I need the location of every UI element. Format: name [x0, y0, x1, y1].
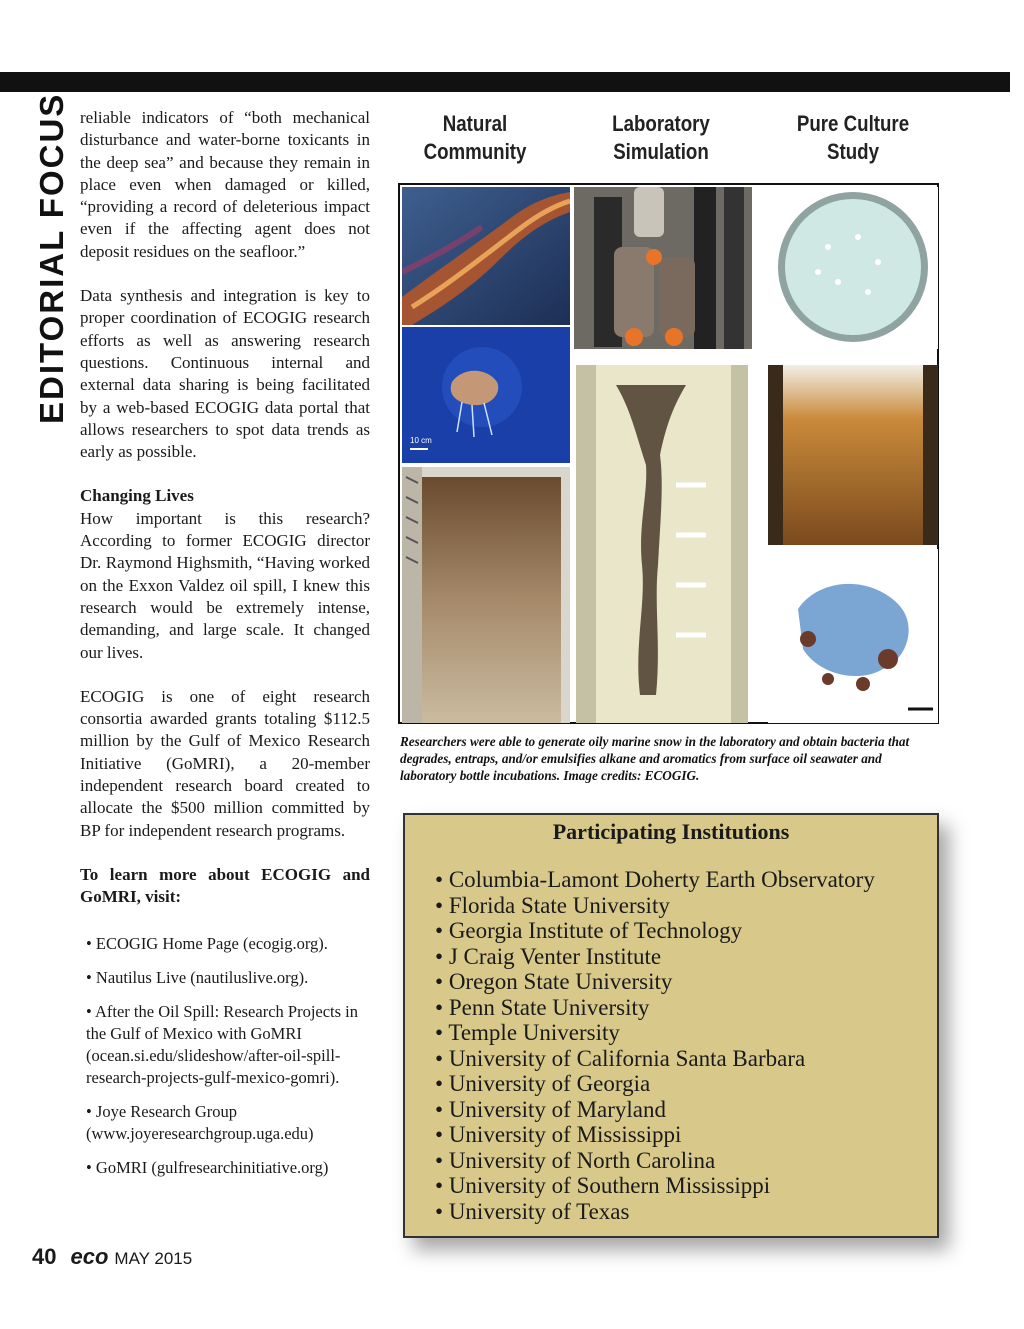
- link-smithsonian[interactable]: • After the Oil Spill: Research Projects in the Gulf of Mexico with GoMRI (ocean.si.edu/slideshow/after-oil-spill-research-projects-gulf-mexico-gomri).: [86, 1001, 359, 1087]
- list-item: • J Craig Venter Institute: [435, 944, 875, 970]
- microscopy-photo: [768, 549, 938, 723]
- list-item: • University of Southern Mississippi: [435, 1173, 875, 1199]
- oil-slick-photo: [402, 187, 570, 325]
- institutions-box: [403, 813, 939, 1238]
- list-item: • University of North Carolina: [435, 1148, 875, 1174]
- list-item: • Georgia Institute of Technology: [435, 918, 875, 944]
- paragraph: reliable indicators of “both mechanical disturbance and water-borne toxicants in the deep sea” and because they remain in place even when damaged or killed, “providing a record of deleterious impact even if the affecting agent does not deposit residues on the seafloor.”: [80, 108, 370, 261]
- issue-date: MAY 2015: [114, 1249, 193, 1268]
- page-footer: [32, 1244, 192, 1270]
- column-heading-pure: Pure Culture Study: [796, 111, 910, 164]
- link-joye[interactable]: • Joye Research Group (www.joyeresearchgroup.uga.edu): [86, 1101, 314, 1143]
- photo-collage: [398, 183, 939, 724]
- column-heading-laboratory: Laboratory Simulation: [612, 111, 710, 164]
- section-heading: Changing Lives: [80, 486, 194, 506]
- culture-tube-photo: [768, 365, 938, 545]
- paragraph: ECOGIG is one of eight research consortia awarded grants totaling $112.5 million by the Gulf of Mexico Research Initiative (GoMRI), a 20-member independent research board created to allocate the $500 million committed by BP for independent research programs.: [80, 686, 370, 840]
- learn-more-heading: To learn more about ECOGIG and GoMRI, visit:: [80, 864, 370, 907]
- list-item: • Temple University: [435, 1020, 875, 1046]
- magazine-logo: eco: [70, 1244, 109, 1269]
- list-item: • University of Mississippi: [435, 1122, 875, 1148]
- column-heading-natural: Natural Community: [423, 111, 527, 164]
- bottles-photo: [574, 187, 752, 349]
- list-item: • Penn State University: [435, 995, 875, 1021]
- paragraph: Data synthesis and integration is key to proper coordination of ECOGIG research efforts as well as answering research questions. Continuous internal and external data sharing is being facilitated by a web-based ECOGIG data portal that allows researchers to spot data trends as early as possible.: [80, 286, 370, 462]
- list-item: • University of California Santa Barbara: [435, 1046, 875, 1072]
- sediment-core-photo: [402, 467, 570, 723]
- list-item: • University of Texas: [435, 1199, 875, 1225]
- link-ecogig[interactable]: • ECOGIG Home Page (ecogig.org).: [86, 933, 328, 953]
- link-gomri[interactable]: • GoMRI (gulfresearchinitiative.org): [86, 1157, 329, 1177]
- header-bar: [0, 72, 1010, 92]
- link-nautilus[interactable]: • Nautilus Live (nautiluslive.org).: [86, 967, 309, 987]
- list-item: • Florida State University: [435, 893, 875, 919]
- list-item: • Columbia-Lamont Doherty Earth Observatory: [435, 867, 875, 893]
- paragraph: How important is this research? According to former ECOGIG director Dr. Raymond Highsmith, “Having worked on the Exxon Valdez oil spill, I knew this research would be extremely intense, demanding, and large scale. It changed our lives.: [80, 508, 370, 662]
- section-label: EDITORIAL FOCUS: [33, 92, 70, 424]
- institutions-list: [435, 867, 875, 1224]
- article-column: [80, 107, 370, 1191]
- list-item: • Oregon State University: [435, 969, 875, 995]
- jellyfish-photo: [402, 327, 570, 463]
- figure-caption: Researchers were able to generate oily marine snow in the laboratory and obtain bacteria that degrades, entraps, and/or emulsifies alkane and aromatics from surface oil seawater and laboratory bottle incubations. Image credits: ECOGIG.: [400, 734, 910, 783]
- page-number: 40: [32, 1244, 57, 1269]
- institutions-title: Participating Institutions: [552, 819, 790, 844]
- list-item: • University of Maryland: [435, 1097, 875, 1123]
- petri-dish-photo: [768, 187, 938, 349]
- scale-label: 10 cm: [410, 436, 432, 445]
- marine-snow-photo: [576, 365, 748, 723]
- list-item: • University of Georgia: [435, 1071, 875, 1097]
